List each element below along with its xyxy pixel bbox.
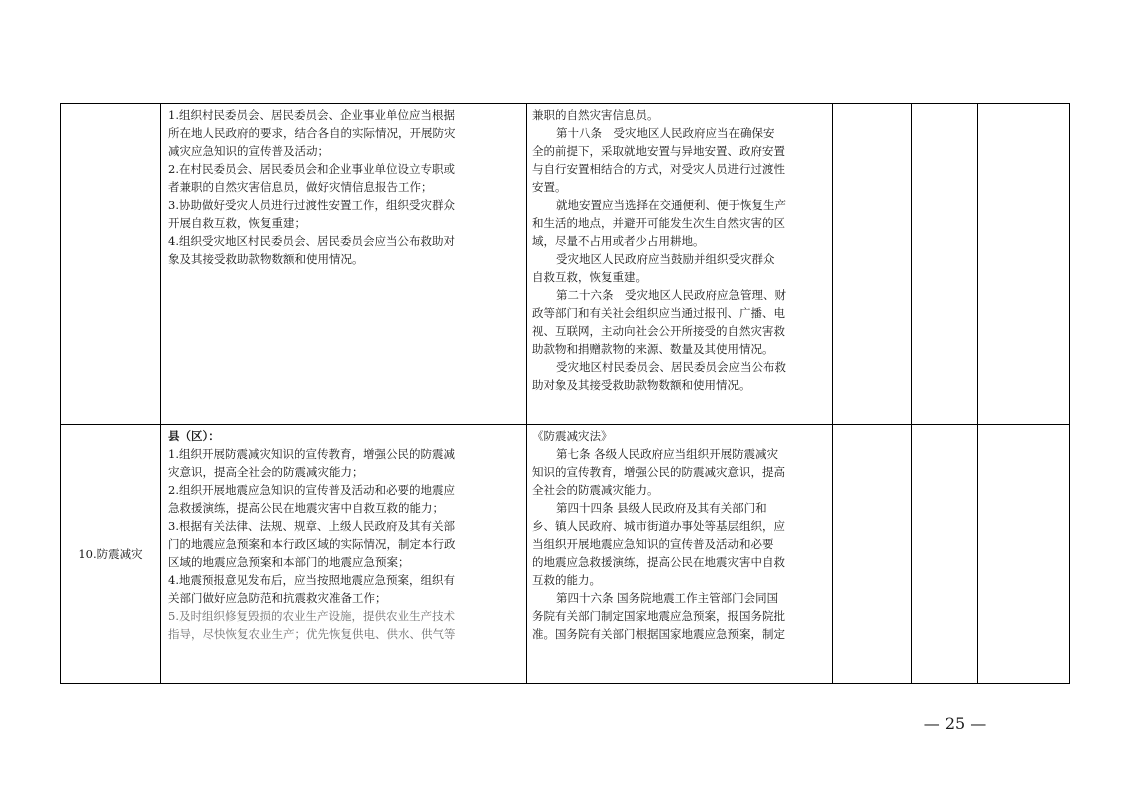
text-line: 者兼职的自然灾害信息员，做好灾情信息报告工作； <box>168 180 433 194</box>
empty-cell <box>912 425 978 684</box>
text-line: 助款物和捐赠款物的来源、数量及其使用情况。 <box>532 342 774 356</box>
text-line: 3.根据有关法律、法规、规章、上级人民政府及其有关部 <box>168 519 455 533</box>
text-line: 急救援演练，提高公民在地震灾害中自救互救的能力； <box>168 501 444 515</box>
text-line: 第四十六条 国务院地震工作主管部门会同国 <box>556 591 779 605</box>
text-line: 自救互救，恢复重建。 <box>532 270 647 284</box>
text-line: 务院有关部门制定国家地震应急预案，报国务院批 <box>532 609 785 623</box>
text-line: 视、互联网，主动向社会公开所接受的自然灾害救 <box>532 324 785 338</box>
text-line: 当组织开展地震应急知识的宣传普及活动和必要 <box>532 537 774 551</box>
responsibility-table <box>60 103 1070 684</box>
text-line: 《防震减灾法》 <box>532 429 613 443</box>
text-line: 区域的地震应急预案和本部门的地震应急预案； <box>168 555 410 569</box>
requirements-cell <box>161 104 527 425</box>
text-line: 1.组织开展防震减灾知识的宣传教育，增强公民的防震减 <box>168 447 455 461</box>
table-row <box>61 104 1070 425</box>
text-line: 4.组织受灾地区村民委员会、居民委员会应当公布救助对 <box>168 234 455 248</box>
text-line: 乡、镇人民政府、城市街道办事处等基层组织，应 <box>532 519 785 533</box>
text-line: 第十八条 受灾地区人民政府应当在确保安 <box>556 126 775 140</box>
page-number: — 25 — <box>923 714 987 733</box>
category-cell <box>61 104 161 425</box>
text-line: 的地震应急救援演练，提高公民在地震灾害中自救 <box>532 555 785 569</box>
text-line: 就地安置应当选择在交通便利、便于恢复生产 <box>556 198 786 212</box>
text-line: 县（区）： <box>168 429 220 443</box>
text-line: 所在地人民政府的要求，结合各自的实际情况，开展防灾 <box>168 126 456 140</box>
text-line: 门的地震应急预案和本行政区域的实际情况，制定本行政 <box>168 537 456 551</box>
text-line: 域，尽量不占用或者少占用耕地。 <box>532 234 705 248</box>
text-line: 减灾应急知识的宣传普及活动； <box>168 144 329 158</box>
text-line: 知识的宣传教育，增强公民的防震减灾意识，提高 <box>532 465 785 479</box>
category-cell: 10.防震减灾 <box>61 425 161 684</box>
empty-cell <box>833 104 912 425</box>
text-line: 指导，尽快恢复农业生产；优先恢复供电、供水、供气等 <box>168 627 456 641</box>
text-line: 政等部门和有关社会组织应当通过报刊、广播、电 <box>532 306 785 320</box>
text-line: 4.地震预报意见发布后，应当按照地震应急预案，组织有 <box>168 573 455 587</box>
text-line: 关部门做好应急防范和抗震救灾准备工作； <box>168 591 387 605</box>
text-line: 第二十六条 受灾地区人民政府应急管理、财 <box>556 288 786 302</box>
text-line: 第七条 各级人民政府应当组织开展防震减灾 <box>556 447 779 461</box>
text-line: 全社会的防震减灾能力。 <box>532 483 659 497</box>
text-line: 受灾地区村民委员会、居民委员会应当公布救 <box>556 360 786 374</box>
text-line: 2.在村民委员会、居民委员会和企业事业单位设立专职或 <box>168 162 455 176</box>
text-line: 开展自救互救，恢复重建； <box>168 216 306 230</box>
text-line: 和生活的地点，并避开可能发生次生自然灾害的区 <box>532 216 785 230</box>
text-line: 助对象及其接受救助款物数额和使用情况。 <box>532 378 751 392</box>
text-line: 2.组织开展地震应急知识的宣传普及活动和必要的地震应 <box>168 483 455 497</box>
empty-cell <box>978 425 1070 684</box>
text-line: 安置。 <box>532 180 567 194</box>
requirements-cell <box>161 425 527 684</box>
text-line: 兼职的自然灾害信息员。 <box>532 108 659 122</box>
text-line: 1.组织村民委员会、居民委员会、企业事业单位应当根据 <box>168 108 455 122</box>
legal-basis-cell <box>527 425 833 684</box>
text-line: 准。国务院有关部门根据国家地震应急预案，制定 <box>532 627 785 641</box>
empty-cell <box>978 104 1070 425</box>
text-line: 灾意识，提高全社会的防震减灾能力； <box>168 465 364 479</box>
text-line: 3.协助做好受灾人员进行过渡性安置工作，组织受灾群众 <box>168 198 455 212</box>
table-row <box>61 425 1070 684</box>
text-line: 受灾地区人民政府应当鼓励并组织受灾群众 <box>556 252 775 266</box>
empty-cell <box>833 425 912 684</box>
text-line: 与自行安置相结合的方式，对受灾人员进行过渡性 <box>532 162 785 176</box>
text-line: 第四十四条 县级人民政府及其有关部门和 <box>556 501 767 515</box>
text-line: 象及其接受救助款物数额和使用情况。 <box>168 252 364 266</box>
text-line: 互救的能力。 <box>532 573 601 587</box>
empty-cell <box>912 104 978 425</box>
text-line: 5.及时组织修复毁损的农业生产设施，提供农业生产技术 <box>168 609 455 623</box>
text-line: 全的前提下，采取就地安置与异地安置、政府安置 <box>532 144 785 158</box>
legal-basis-cell <box>527 104 833 425</box>
